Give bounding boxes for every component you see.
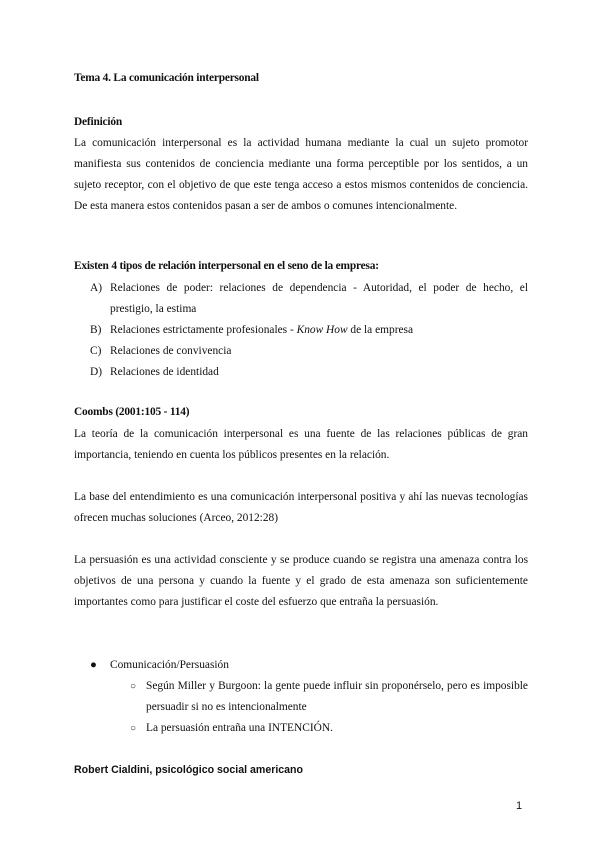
circle-bullet-icon: ○	[130, 681, 137, 692]
sub-list-item	[130, 718, 528, 739]
coombs-paragraph-3: La persuasión es una actividad consciente y se produce cuando se registra una amenaza contra los objetivos de una persona y cuando la fuente y el grado de esta amenaza son suficientemente importantes como para justificar el coste del esfuerzo que entraña la persuasión.	[74, 554, 528, 608]
cialdini-heading: Robert Cialdini, psicológico social americano	[74, 764, 303, 776]
sub-item-text: Según Miller y Burgoon: la gente puede influir sin proponérselo, pero es imposible persuadir si no es intencionalmente	[146, 680, 528, 713]
sub-list-item	[130, 676, 528, 718]
sub-bullet-list	[110, 676, 528, 739]
list-item	[90, 278, 528, 320]
circle-bullet-icon: ○	[130, 723, 137, 734]
list-item-text: Relaciones de convivencia	[110, 345, 232, 357]
list-item-text-after: de la empresa	[347, 324, 414, 336]
bullet-text: Comunicación/Persuasión	[110, 659, 229, 671]
sub-item-text: La persuasión entraña una INTENCIÓN.	[146, 722, 333, 734]
list-marker: D)	[90, 366, 103, 378]
list-marker: A)	[90, 282, 103, 294]
list-item-text: Relaciones de identidad	[110, 366, 219, 378]
definition-heading: Definición	[74, 116, 122, 128]
list-item-italic-text: Know How	[296, 324, 348, 336]
bullet-icon: ●	[90, 659, 97, 671]
definition-paragraph: La comunicación interpersonal es la actividad humana mediante la cual un sujeto promotor manifiesta sus contenidos de conciencia mediante una forma perceptible por los sentidos, a un sujeto receptor, con el objetivo de que este tenga acceso a estos mismos contenidos de conciencia. De esta manera estos contenidos pasan a ser de ambos o comunes intencionalmente.	[74, 137, 528, 212]
types-heading: Existen 4 tipos de relación interpersonal en el seno de la empresa:	[74, 260, 379, 272]
list-item	[90, 655, 528, 739]
list-item	[90, 320, 528, 341]
coombs-paragraph-2: La base del entendimiento es una comunicación interpersonal positiva y ahí las nuevas tecnologías ofrecen muchas soluciones (Arceo, 2012:28)	[74, 491, 528, 524]
list-item-text: Relaciones estrictamente profesionales -	[110, 324, 297, 336]
list-item	[90, 362, 528, 383]
list-item	[90, 341, 528, 362]
page-title: Tema 4. La comunicación interpersonal	[74, 72, 259, 84]
coombs-heading: Coombs (2001:105 - 114)	[74, 406, 190, 418]
relation-types-list	[90, 278, 528, 383]
persuasion-bullet-list	[90, 655, 528, 739]
coombs-paragraph-1: La teoría de la comunicación interpersonal es una fuente de las relaciones públicas de gran importancia, teniendo en cuenta los públicos presentes en la relación.	[74, 428, 528, 461]
list-marker: B)	[90, 324, 102, 336]
page-number: 1	[516, 800, 523, 812]
list-item-text: Relaciones de poder: relaciones de dependencia - Autoridad, el poder de hecho, el prestigio, la estima	[110, 282, 528, 315]
list-marker: C)	[90, 345, 102, 357]
